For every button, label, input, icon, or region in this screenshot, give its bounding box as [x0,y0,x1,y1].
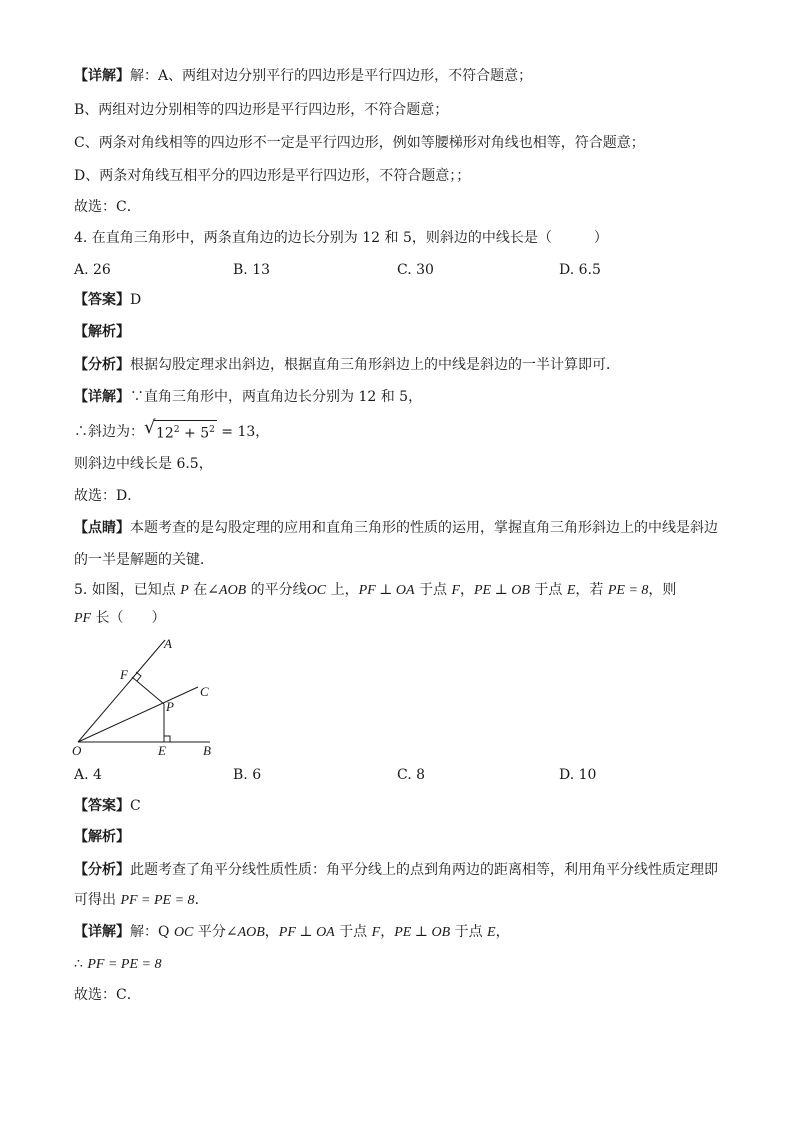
q4-option-d: D. 6.5 [559,262,601,278]
q5-stem-2: PF 长（ ） [74,610,166,626]
calc-result: = 13， [216,423,270,440]
q4-dianjing [74,518,718,538]
q5-option-a: A. 4 [74,767,102,783]
radicand-a: 12 [156,425,174,442]
q4-answer [74,290,141,310]
xiangjie-text: ∵直角三角形中，两直角边长分别为 12 和 5， [130,389,423,405]
q4-option-b: B. 13 [233,262,271,278]
q4-dianjing-2: 的一半是解题的关键． [74,552,214,568]
xiangjie-head: 【详解】 [74,389,130,405]
right-angle-e [164,736,170,742]
q4-option-c: C. 30 [397,262,434,278]
exp-a: 2 [173,425,180,435]
q4-stem: 4. 在直角三角形中，两条直角边的边长分别为 12 和 5，则斜边的中线长是（ ） [74,230,608,246]
label-p: P [166,699,174,714]
q5-option-c: C. 8 [397,767,426,783]
angle-bisector-figure [70,632,230,758]
explain-line-b: B、两组对边分别相等的四边形是平行四边形，不符合题意； [74,102,449,118]
q4-option-a: A. 26 [74,262,111,278]
q5-stem-1: 5. 如图，已知点 P 在∠AOB 的平分线OC 上，PF ⊥ OA 于点 F，PE ⊥ OB 于点 E，若 PE = 8，则 [74,582,677,598]
ray-oc [78,687,198,742]
choose-line: 故选：C． [74,199,141,215]
dianjing-text: 本题考查的是勾股定理的应用和直角三角形的性质的运用，掌握直角三角形斜边上的中线是斜边 [130,520,718,536]
head-xiangjie: 【详解】 [74,68,130,84]
explain-line-d: D、两条对角线互相平分的四边形是平行四边形，不符合题意；； [74,168,471,184]
explain-line-a [74,66,532,86]
sqrt-expression: √ $12^2 + 5^2$ [144,417,215,442]
q5-option-d: D. 10 [559,767,597,783]
fenxi-text: 根据勾股定理求出斜边，根据直角三角形斜边上的中线是斜边的一半计算即可． [130,357,620,373]
label-f: F [120,667,128,682]
q4-analysis-head: 【解析】 [74,324,130,340]
explain-line-c: C、两条对角线相等的四边形不一定是平行四边形，例如等腰梯形对角线也相等，符合题意； [74,135,645,151]
answer-value: D [130,292,142,308]
dianjing-head: 【点睛】 [74,520,130,536]
label-b: B [203,743,211,758]
q5-therefore: ∴ PF = PE = 8 [74,956,162,972]
q5-fenxi: 【分析】此题考查了角平分线性质性质：角平分线上的点到角两边的距离相等，利用角平分线性质定理即 [74,862,718,878]
q5-xiangjie: 【详解】解：Q OC 平分∠AOB，PF ⊥ OA 于点 F，PE ⊥ OB 于点 E， [74,924,510,940]
label-a: A [164,636,172,651]
label-c: C [200,684,209,699]
q5-fenxi-2: 可得出 PF = PE = 8． [74,892,209,908]
q4-xiangjie [74,387,422,407]
q5-choose: 故选：C． [74,987,141,1003]
exp-b: 2 [209,425,215,435]
q5-option-b: B. 6 [233,767,262,783]
q5-answer: 【答案】C [74,798,141,814]
q4-calc [74,417,270,444]
segment-pf [132,677,164,704]
calc-prefix: ∴斜边为： [74,423,144,440]
text: 解：A、两组对边分别平行的四边形是平行四边形，不符合题意； [130,68,533,84]
q4-fenxi [74,355,620,375]
answer-head: 【答案】 [74,292,130,308]
label-o: O [72,743,82,758]
q5-analysis-head: 【解析】 [74,829,130,845]
q4-choose: 故选：D． [74,488,142,504]
label-e: E [158,743,166,758]
q4-mid: 则斜边中线长是 6.5， [74,456,213,472]
ray-oa [78,640,165,742]
radicand-b: + 5 [179,425,210,442]
fenxi-head: 【分析】 [74,357,130,373]
